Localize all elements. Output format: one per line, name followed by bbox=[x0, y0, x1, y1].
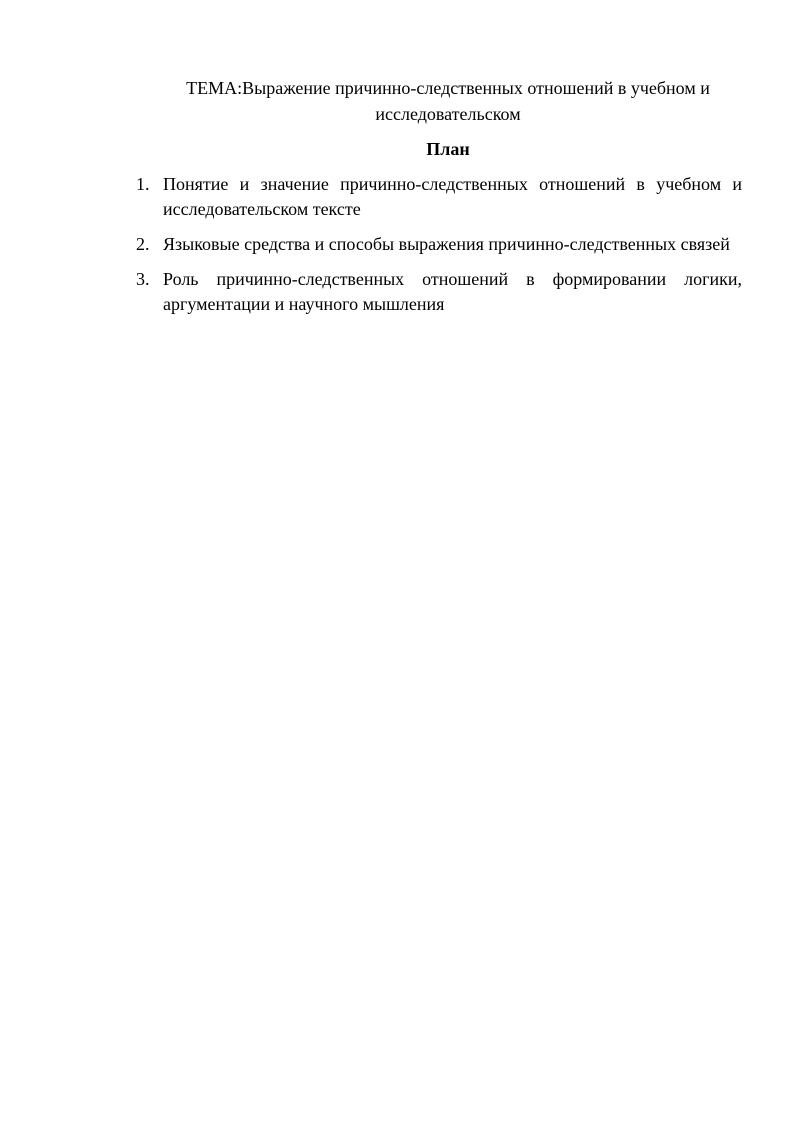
plan-item-text: Понятие и значение причинно-следственных отношений в учебном и исследовательском тексте bbox=[163, 174, 742, 219]
document-title: ТЕМА:Выражение причинно-следственных отношений в учебном и исследовательском bbox=[186, 78, 710, 124]
plan-item-2 bbox=[136, 232, 742, 257]
plan-list bbox=[136, 172, 742, 327]
plan-item-text: Языковые средства и способы выражения причинно-следственных связей bbox=[163, 234, 730, 254]
plan-item-1 bbox=[136, 172, 742, 222]
plan-item-3 bbox=[136, 267, 742, 317]
plan-item-number: 2. bbox=[136, 234, 150, 254]
plan-item-number: 3. bbox=[136, 269, 150, 289]
plan-heading: План bbox=[426, 139, 470, 159]
plan-item-number: 1. bbox=[136, 174, 150, 194]
plan-item-text: Роль причинно-следственных отношений в формировании логики, аргументации и научного мышления bbox=[163, 269, 742, 314]
